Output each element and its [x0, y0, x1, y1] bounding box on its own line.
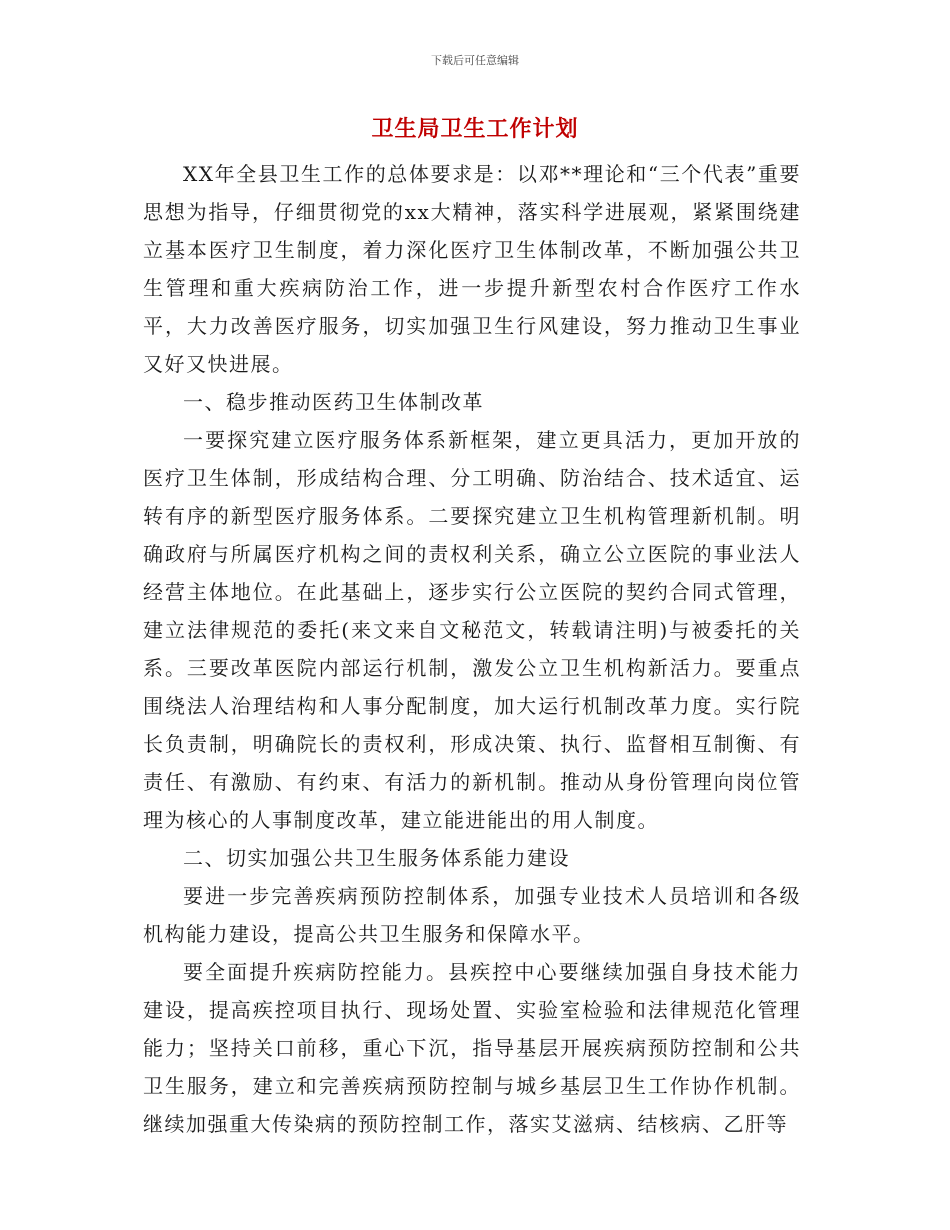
- paragraph-disease-control: 要全面提升疾病防控能力。县疾控中心要继续加强自身技术能力建设，提高疾控项目执行、现场处置、实验室检验和法律规范化管理能力；坚持关口前移，重心下沉，指导基层开展疾病预防控制和公共卫生服务，建立和完善疾病预防控制与城乡基层卫生工作协作机制。继续加强重大传染病的预防控制工作，落实艾滋病、结核病、乙肝等: [143, 960, 801, 1136]
- paragraph-reform: 一要探究建立医疗服务体系新框架，建立更具活力，更加开放的医疗卫生体制，形成结构合理、分工明确、防治结合、技术适宜、运转有序的新型医疗服务体系。二要探究建立卫生机构管理新机制。明确政府与所属医疗机构之间的责权利关系，确立公立医院的事业法人经营主体地位。在此基础上，逐步实行公立医院的契约合同式管理，建立法律规范的委托(来文来自文秘范文，转载请注明)与被委托的关系。三要改革医院内部运行机制，激发公立卫生机构新活力。要重点围绕法人治理结构和人事分配制度，加大运行机制改革力度。实行院长负责制，明确院长的责权利，形成决策、执行、监督相互制衡、有责任、有激励、有约束、有活力的新机制。推动从身份管理向岗位管理为核心的人事制度改革，建立能进能出的用人制度。: [143, 428, 801, 832]
- document-body: [143, 155, 801, 1143]
- page-title: 卫生局卫生工作计划: [371, 116, 579, 142]
- paragraph-prevention-system: 要进一步完善疾病预防控制体系，加强专业技术人员培训和各级机构能力建设，提高公共卫生服务和保障水平。: [143, 884, 801, 946]
- section-heading-2: 二、切实加强公共卫生服务体系能力建设: [183, 846, 570, 870]
- paragraph-intro: XX年全县卫生工作的总体要求是：以邓**理论和“三个代表”重要思想为指导，仔细贯彻党的xx大精神，落实科学进展观，紧紧围绕建立基本医疗卫生制度，着力深化医疗卫生体制改革，不断加强公共卫生管理和重大疾病防治工作，进一步提升新型农村合作医疗工作水平，大力改善医疗服务，切实加强卫生行风建设，努力推动卫生事业又好又快进展。: [143, 162, 801, 376]
- page-header-note: 下载后可任意编辑: [431, 54, 519, 67]
- section-heading-1: 一、稳步推动医药卫生体制改革: [183, 390, 484, 414]
